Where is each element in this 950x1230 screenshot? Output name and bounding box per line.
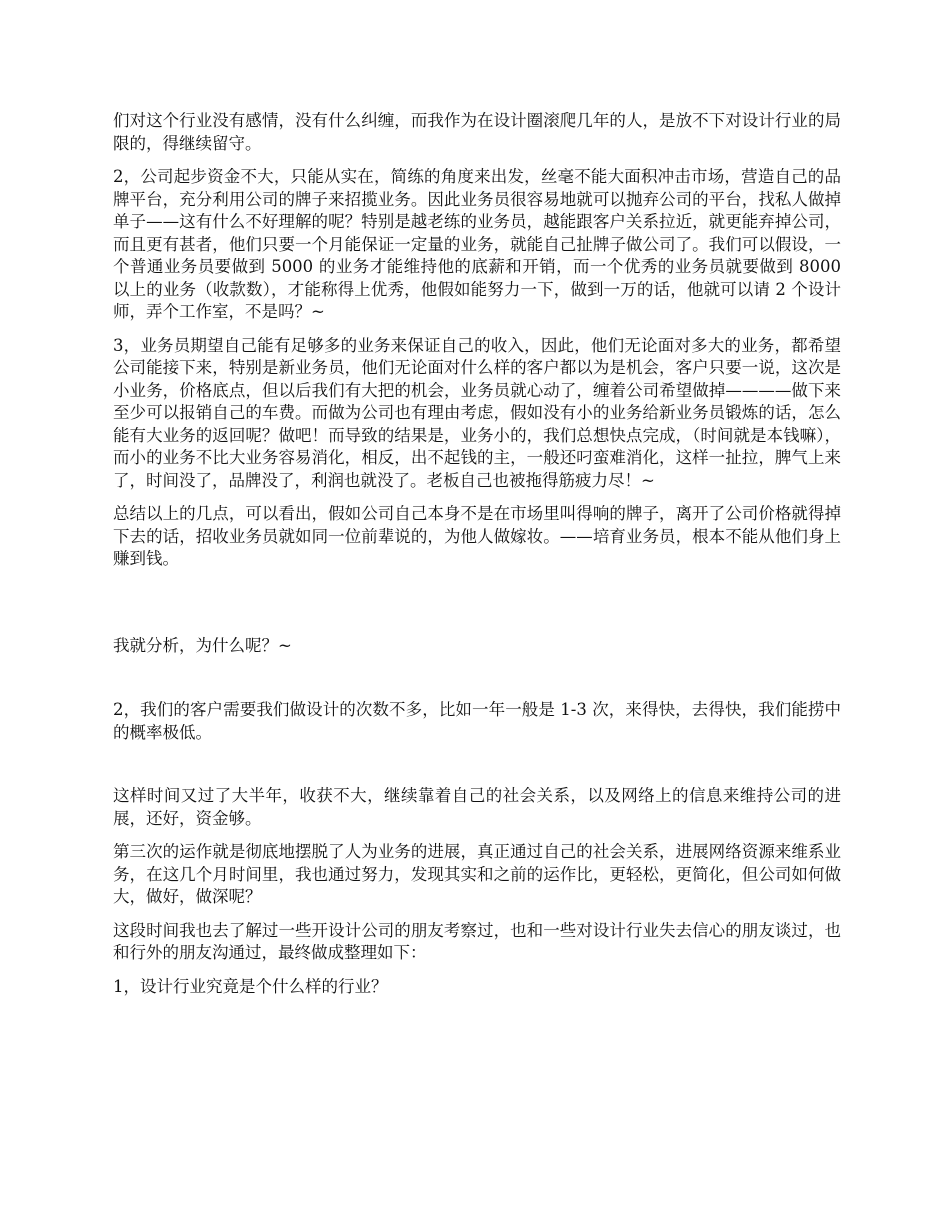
paragraph: 们对这个行业没有感情，没有什么纠缠，而我作为在设计圈滚爬几年的人，是放不下对设计行业的局限的，得继续留守。 [113,111,841,153]
paragraph: 3，业务员期望自己能有足够多的业务来保证自己的收入，因此，他们无论面对多大的业务，都希望公司能接下来，特别是新业务员，他们无论面对什么样的客户都以为是机会，客户只要一说，这次是小业务，价格底点，但以后我们有大把的机会，业务员就心动了，缠着公司希望做掉————做下来至少可以报销自己的车费。而做为公司也有理由考虑，假如没有小的业务给新业务员锻炼的话，怎么能有大业务的返回呢？做吧！而导致的结果是，业务小的，我们总想快点完成，（时间就是本钱嘛），而小的业务不比大业务容易消化，相反，出不起钱的主，一般还叼蛮难消化，这样一扯拉，脾气上来了，时间没了，品牌没了，利润也就没了。老板自己也被拖得筋疲力尽！~ [113,335,841,490]
blank-space [113,668,841,699]
paragraph: 2，我们的客户需要我们做设计的次数不多，比如一年一般是 1-3 次，来得快，去得快，我们能捞中的概率极低。 [113,700,841,742]
paragraph: 2，公司起步资金不大，只能从实在，简练的角度来出发，丝毫不能大面积冲击市场，营造自己的品牌平台，充分利用公司的牌子来招揽业务。因此业务员很容易地就可以抛弃公司的平台，找私人做掉单子——这有什么不好理解的呢？特别是越老练的业务员，越能跟客户关系拉近，就更能弃掉公司，而且更有甚者，他们只要一个月能保证一定量的业务，就能自己扯牌子做公司了。我们可以假设，一个普通业务员要做到 5000 的业务才能维持他的底薪和开销，而一个优秀的业务员就要做到 8000 以上的业务（收款数），才能称得上优秀，他假如能努力一下，做到一万的话，他就可以请 2 个设计师，弄个工作室，不是吗？~ [113,167,841,321]
paragraph: 总结以上的几点，可以看出，假如公司自己本身不是在市场里叫得响的牌子，离开了公司价格就得掉下去的话，招收业务员就如同一位前辈说的，为他人做嫁妆。——培育业务员，根本不能从他们身上赚到钱。 [113,504,841,568]
paragraph: 我就分析，为什么呢？~ [113,635,292,655]
paragraph: 第三次的运作就是彻底地摆脱了人为业务的进展，真正通过自己的社会关系，进展网络资源来维系业务，在这几个月时间里，我也通过努力，发现其实和之前的运作比，更轻松，更简化，但公司如何做大，做好，做深呢？ [113,842,841,906]
paragraph: 这样时间又过了大半年，收获不大，继续靠着自己的社会关系，以及网络上的信息来维持公司的进展，还好，资金够。 [113,786,841,828]
document-body [113,110,841,1009]
blank-space [113,755,841,785]
paragraph: 1，设计行业究竟是个什么样的行业？ [113,976,388,996]
paragraph: 这段时间我也去了解过一些开设计公司的朋友考察过，也和一些对设计行业失去信心的朋友谈过，也和行外的朋友沟通过，最终做成整理如下： [113,920,841,962]
blank-space [113,582,841,635]
